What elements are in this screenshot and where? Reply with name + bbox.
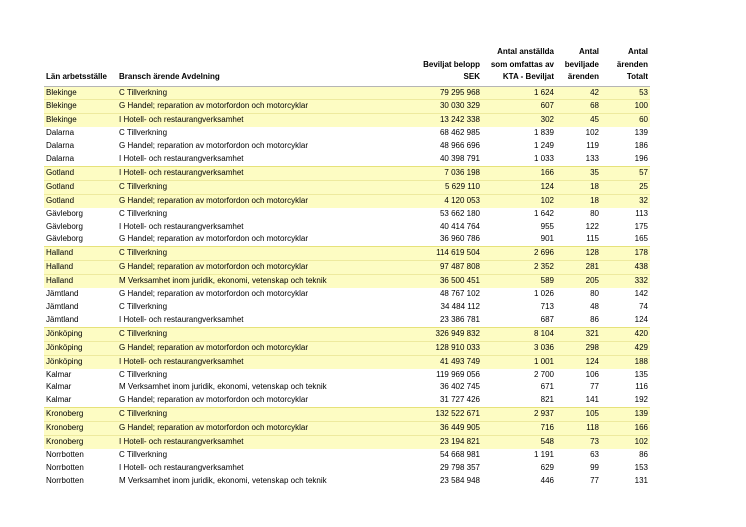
cell-antal-beviljade: 99 xyxy=(590,462,599,472)
cell-lan: Norrbotten xyxy=(46,449,84,459)
cell-bransch: G Handel; reparation av motorfordon och motorcyklar xyxy=(119,234,308,244)
cell-lan: Kronoberg xyxy=(44,408,117,422)
table-row xyxy=(44,114,650,127)
cell-antal-totalt: 192 xyxy=(634,395,648,405)
cell-lan: Dalarna xyxy=(46,141,75,151)
cell-antal-totalt: 420 xyxy=(601,327,650,341)
cell-antal-totalt: 100 xyxy=(601,100,650,114)
table-row xyxy=(44,180,650,194)
cell-beviljat-belopp: 128 910 033 xyxy=(377,341,482,355)
cell-lan: Kalmar xyxy=(46,369,72,379)
table-row xyxy=(44,381,650,394)
cell-antal-anstallda: 1 001 xyxy=(482,355,556,368)
cell-antal-totalt: 188 xyxy=(601,355,650,368)
cell-beviljat-belopp: 7 036 198 xyxy=(377,166,482,180)
cell-antal-beviljade: 45 xyxy=(556,114,601,127)
header-antal-beviljade: Antal beviljade ärenden xyxy=(556,46,601,86)
cell-antal-beviljade: 321 xyxy=(556,327,601,341)
cell-antal-beviljade: 18 xyxy=(556,180,601,194)
cell-beviljat-belopp: 29 798 357 xyxy=(439,462,480,472)
cell-antal-beviljade: 105 xyxy=(556,408,601,422)
cell-antal-anstallda: 713 xyxy=(540,302,554,311)
cell-antal-anstallda: 716 xyxy=(482,422,556,436)
cell-lan: Gävleborg xyxy=(46,221,83,231)
cell-antal-totalt: 53 xyxy=(601,86,650,100)
cell-antal-beviljade: 35 xyxy=(556,166,601,180)
cell-lan: Jämtland xyxy=(46,314,79,324)
cell-antal-beviljade: 122 xyxy=(585,221,599,231)
cell-bransch: I Hotell- och restaurangverksamhet xyxy=(119,154,244,164)
cell-beviljat-belopp: 36 500 451 xyxy=(377,275,482,288)
cell-antal-anstallda: 901 xyxy=(540,234,554,244)
cell-antal-totalt: 113 xyxy=(635,208,648,218)
table-row xyxy=(44,288,650,301)
cell-lan: Dalarna xyxy=(46,128,75,138)
cell-antal-anstallda: 821 xyxy=(540,395,554,405)
cell-bransch: C Tillverkning xyxy=(117,408,377,422)
cell-beviljat-belopp: 36 449 905 xyxy=(377,422,482,436)
cell-antal-beviljade: 205 xyxy=(556,275,601,288)
cell-bransch: G Handel; reparation av motorfordon och motorcyklar xyxy=(117,194,377,207)
table-row xyxy=(44,275,650,288)
cell-antal-anstallda: 124 xyxy=(482,180,556,194)
table-row xyxy=(44,100,650,114)
cell-beviljat-belopp: 23 584 948 xyxy=(439,475,480,485)
cell-antal-beviljade: 68 xyxy=(556,100,601,114)
table-row xyxy=(44,314,650,327)
cell-bransch: G Handel; reparation av motorfordon och motorcyklar xyxy=(119,141,308,151)
cell-antal-totalt: 438 xyxy=(601,261,650,275)
cell-antal-anstallda: 671 xyxy=(540,382,554,392)
cell-bransch: I Hotell- och restaurangverksamhet xyxy=(117,436,377,449)
cell-bransch: I Hotell- och restaurangverksamhet xyxy=(119,462,244,472)
cell-antal-beviljade: 102 xyxy=(585,128,599,138)
cell-antal-anstallda: 1 191 xyxy=(533,449,554,459)
cell-antal-beviljade: 118 xyxy=(556,422,601,436)
cell-bransch: G Handel; reparation av motorfordon och motorcyklar xyxy=(117,261,377,275)
cell-antal-beviljade: 281 xyxy=(556,261,601,275)
cell-beviljat-belopp: 5 629 110 xyxy=(377,180,482,194)
cell-lan: Kronoberg xyxy=(44,422,117,436)
cell-antal-totalt: 74 xyxy=(639,302,648,311)
cell-antal-totalt: 25 xyxy=(601,180,650,194)
cell-antal-beviljade: 119 xyxy=(586,141,599,151)
cell-antal-beviljade: 18 xyxy=(556,194,601,207)
cell-antal-anstallda: 629 xyxy=(540,462,554,472)
cell-antal-totalt: 332 xyxy=(601,275,650,288)
cell-beviljat-belopp: 119 969 056 xyxy=(436,369,480,379)
cell-antal-totalt: 135 xyxy=(634,369,648,379)
cell-antal-totalt: 196 xyxy=(634,154,648,164)
table-row xyxy=(44,166,650,180)
table-row xyxy=(44,475,650,488)
table-row xyxy=(44,153,650,166)
cell-beviljat-belopp: 23 386 781 xyxy=(439,314,480,324)
table-row xyxy=(44,194,650,207)
cell-antal-beviljade: 42 xyxy=(556,86,601,100)
cell-bransch: M Verksamhet inom juridik, ekonomi, vetenskap och teknik xyxy=(117,275,377,288)
cell-antal-totalt: 60 xyxy=(601,114,650,127)
cell-antal-beviljade: 86 xyxy=(590,314,599,324)
cell-antal-anstallda: 2 937 xyxy=(482,408,556,422)
table-row xyxy=(44,261,650,275)
cell-antal-beviljade: 106 xyxy=(585,369,599,379)
cell-antal-beviljade: 115 xyxy=(586,234,599,244)
table-row xyxy=(44,369,650,382)
cell-lan: Kronoberg xyxy=(44,436,117,449)
cell-bransch: M Verksamhet inom juridik, ekonomi, vetenskap och teknik xyxy=(119,475,327,485)
cell-antal-totalt: 429 xyxy=(601,341,650,355)
cell-antal-anstallda: 1 642 xyxy=(533,208,554,218)
cell-bransch: I Hotell- och restaurangverksamhet xyxy=(119,221,244,231)
table-row xyxy=(44,449,650,462)
cell-beviljat-belopp: 40 414 764 xyxy=(439,221,480,231)
cell-beviljat-belopp: 79 295 968 xyxy=(377,86,482,100)
cell-antal-totalt: 186 xyxy=(634,141,648,151)
cell-lan: Gävleborg xyxy=(46,234,83,244)
cell-antal-anstallda: 1 026 xyxy=(533,289,554,299)
table-body xyxy=(44,86,650,488)
cell-antal-totalt: 116 xyxy=(635,382,648,392)
cell-antal-totalt: 166 xyxy=(601,422,650,436)
cell-bransch: C Tillverkning xyxy=(119,302,168,311)
cell-bransch: C Tillverkning xyxy=(119,128,168,138)
cell-bransch: I Hotell- och restaurangverksamhet xyxy=(117,355,377,368)
cell-beviljat-belopp: 40 398 791 xyxy=(439,154,480,164)
cell-antal-totalt: 178 xyxy=(601,247,650,261)
cell-beviljat-belopp: 31 727 426 xyxy=(439,395,480,405)
table-row xyxy=(44,327,650,341)
cell-lan: Dalarna xyxy=(46,154,75,164)
cell-antal-beviljade: 124 xyxy=(556,355,601,368)
cell-antal-anstallda: 166 xyxy=(482,166,556,180)
cell-lan: Jönköping xyxy=(44,355,117,368)
cell-antal-beviljade: 77 xyxy=(590,382,599,392)
cell-antal-anstallda: 1 624 xyxy=(482,86,556,100)
table-row xyxy=(44,462,650,475)
cell-antal-beviljade: 128 xyxy=(556,247,601,261)
cell-lan: Norrbotten xyxy=(46,462,84,472)
cell-bransch: C Tillverkning xyxy=(119,449,168,459)
table-row xyxy=(44,233,650,246)
cell-bransch: G Handel; reparation av motorfordon och motorcyklar xyxy=(117,100,377,114)
cell-antal-totalt: 165 xyxy=(634,234,648,244)
table-row xyxy=(44,355,650,368)
table-row xyxy=(44,86,650,100)
cell-lan: Halland xyxy=(44,261,117,275)
cell-antal-beviljade: 141 xyxy=(585,395,599,405)
cell-antal-anstallda: 2 352 xyxy=(482,261,556,275)
cell-bransch: C Tillverkning xyxy=(117,327,377,341)
cell-beviljat-belopp: 36 402 745 xyxy=(439,382,480,392)
table-row xyxy=(44,247,650,261)
cell-antal-anstallda: 1 839 xyxy=(533,128,554,138)
cell-beviljat-belopp: 41 493 749 xyxy=(377,355,482,368)
cell-bransch: G Handel; reparation av motorfordon och motorcyklar xyxy=(119,395,308,405)
cell-antal-totalt: 102 xyxy=(601,436,650,449)
cell-lan: Gotland xyxy=(44,180,117,194)
cell-antal-totalt: 124 xyxy=(634,314,648,324)
cell-antal-totalt: 32 xyxy=(601,194,650,207)
cell-antal-anstallda: 446 xyxy=(540,475,554,485)
cell-antal-anstallda: 2 696 xyxy=(482,247,556,261)
cell-beviljat-belopp: 48 966 696 xyxy=(439,141,480,151)
cell-bransch: C Tillverkning xyxy=(117,86,377,100)
cell-beviljat-belopp: 132 522 671 xyxy=(377,408,482,422)
cell-lan: Gävleborg xyxy=(46,208,83,218)
header-bransch: Bransch ärende Avdelning xyxy=(117,46,377,86)
cell-lan: Blekinge xyxy=(44,86,117,100)
cell-antal-totalt: 131 xyxy=(634,475,648,485)
cell-bransch: G Handel; reparation av motorfordon och motorcyklar xyxy=(117,422,377,436)
cell-lan: Jämtland xyxy=(46,289,79,299)
header-row xyxy=(44,46,650,86)
cell-beviljat-belopp: 68 462 985 xyxy=(439,128,480,138)
cell-lan: Kalmar xyxy=(46,382,72,392)
table-row xyxy=(44,394,650,407)
cell-beviljat-belopp: 53 662 180 xyxy=(439,208,480,218)
cell-antal-beviljade: 80 xyxy=(590,208,599,218)
cell-antal-beviljade: 77 xyxy=(590,475,599,485)
cell-bransch: C Tillverkning xyxy=(119,369,168,379)
cell-beviljat-belopp: 97 487 808 xyxy=(377,261,482,275)
data-table xyxy=(44,46,650,488)
cell-beviljat-belopp: 114 619 504 xyxy=(377,247,482,261)
cell-antal-beviljade: 133 xyxy=(585,154,599,164)
cell-beviljat-belopp: 326 949 832 xyxy=(377,327,482,341)
cell-antal-beviljade: 80 xyxy=(590,289,599,299)
cell-antal-totalt: 139 xyxy=(601,408,650,422)
cell-beviljat-belopp: 30 030 329 xyxy=(377,100,482,114)
cell-beviljat-belopp: 54 668 981 xyxy=(439,449,480,459)
table-row xyxy=(44,341,650,355)
table-row xyxy=(44,422,650,436)
cell-lan: Gotland xyxy=(44,166,117,180)
cell-antal-anstallda: 102 xyxy=(482,194,556,207)
cell-bransch: C Tillverkning xyxy=(117,180,377,194)
cell-beviljat-belopp: 48 767 102 xyxy=(439,289,480,299)
cell-beviljat-belopp: 4 120 053 xyxy=(377,194,482,207)
cell-antal-anstallda: 3 036 xyxy=(482,341,556,355)
cell-lan: Jönköping xyxy=(44,341,117,355)
cell-beviljat-belopp: 34 484 112 xyxy=(440,302,480,311)
cell-antal-anstallda: 687 xyxy=(540,314,554,324)
cell-antal-anstallda: 1 249 xyxy=(533,141,554,151)
cell-antal-totalt: 142 xyxy=(634,289,648,299)
cell-antal-anstallda: 607 xyxy=(482,100,556,114)
cell-bransch: C Tillverkning xyxy=(119,208,168,218)
cell-antal-anstallda: 589 xyxy=(482,275,556,288)
table-row xyxy=(44,408,650,422)
cell-lan: Gotland xyxy=(44,194,117,207)
cell-lan: Kalmar xyxy=(46,395,72,405)
header-beviljat-belopp: Beviljat belopp SEK xyxy=(377,46,482,86)
cell-antal-totalt: 175 xyxy=(634,221,648,231)
cell-bransch: I Hotell- och restaurangverksamhet xyxy=(119,314,244,324)
table-row xyxy=(44,127,650,140)
cell-antal-anstallda: 548 xyxy=(482,436,556,449)
cell-lan: Halland xyxy=(44,247,117,261)
cell-antal-beviljade: 73 xyxy=(556,436,601,449)
cell-beviljat-belopp: 36 960 786 xyxy=(439,234,480,244)
cell-antal-totalt: 57 xyxy=(601,166,650,180)
cell-bransch: M Verksamhet inom juridik, ekonomi, vetenskap och teknik xyxy=(119,382,327,392)
cell-beviljat-belopp: 13 242 338 xyxy=(377,114,482,127)
cell-antal-beviljade: 63 xyxy=(590,449,599,459)
cell-beviljat-belopp: 23 194 821 xyxy=(377,436,482,449)
header-antal-totalt: Antal ärenden Totalt xyxy=(601,46,650,86)
cell-lan: Blekinge xyxy=(44,114,117,127)
cell-antal-anstallda: 1 033 xyxy=(533,154,554,164)
header-lan: Län arbetsställe xyxy=(44,46,117,86)
cell-antal-anstallda: 955 xyxy=(540,221,554,231)
table-row xyxy=(44,140,650,153)
table-row xyxy=(44,221,650,234)
cell-bransch: I Hotell- och restaurangverksamhet xyxy=(117,166,377,180)
cell-antal-totalt: 86 xyxy=(639,449,648,459)
cell-lan: Jämtland xyxy=(46,302,79,311)
cell-antal-totalt: 139 xyxy=(634,128,648,138)
cell-bransch: G Handel; reparation av motorfordon och motorcyklar xyxy=(119,289,308,299)
table-row xyxy=(44,436,650,449)
cell-bransch: I Hotell- och restaurangverksamhet xyxy=(117,114,377,127)
cell-antal-anstallda: 302 xyxy=(482,114,556,127)
spreadsheet xyxy=(44,46,650,488)
table-row xyxy=(44,208,650,221)
table-row xyxy=(44,301,650,314)
cell-antal-anstallda: 2 700 xyxy=(533,369,554,379)
cell-antal-beviljade: 48 xyxy=(590,302,599,311)
cell-antal-beviljade: 298 xyxy=(556,341,601,355)
header-antal-anstallda: Antal anställda som omfattas av KTA - Beviljat xyxy=(482,46,556,86)
cell-lan: Blekinge xyxy=(44,100,117,114)
cell-lan: Jönköping xyxy=(44,327,117,341)
cell-antal-totalt: 153 xyxy=(634,462,648,472)
cell-bransch: G Handel; reparation av motorfordon och motorcyklar xyxy=(117,341,377,355)
cell-lan: Norrbotten xyxy=(46,475,84,485)
cell-lan: Halland xyxy=(44,275,117,288)
cell-antal-anstallda: 8 104 xyxy=(482,327,556,341)
cell-bransch: C Tillverkning xyxy=(117,247,377,261)
